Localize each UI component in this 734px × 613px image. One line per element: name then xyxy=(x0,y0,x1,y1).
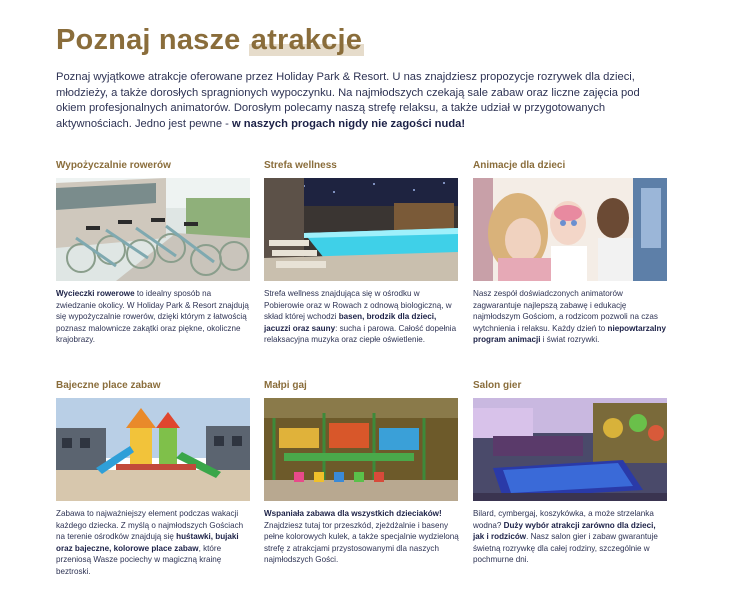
page-title xyxy=(56,22,364,58)
attraction-card-playground xyxy=(56,379,252,578)
title-main: Poznaj nasze xyxy=(56,24,249,56)
card-text xyxy=(264,508,460,566)
card-text-part: , które przeniosą Wasze pociechy w magiczną krainę beztroski. xyxy=(56,543,222,576)
intro-text: Poznaj wyjątkowe atrakcje oferowane przez Holiday Park & Resort. U nas znajdziesz propozycje rozrywek dla dzieci, młodzieży, a także dorosłych spragnionych wypoczynku. Na najmłodszych czekają sale zabaw oraz liczne zajęcia pod okiem profesjonalnych animatorów. Dorosłym polecamy naszą strefę relaksu, a także udział w przygotowanych aktywnościach. Jedno jest pewne - xyxy=(56,71,640,130)
attraction-card-indoor-play xyxy=(264,379,460,566)
wellness-pool-photo xyxy=(264,178,458,281)
card-title: Małpi gaj xyxy=(264,380,307,391)
indoor-play-photo xyxy=(264,398,458,501)
title-highlight: atrakcje xyxy=(250,24,363,56)
card-text xyxy=(264,288,460,346)
card-text xyxy=(473,288,669,346)
attraction-card-bikes xyxy=(56,159,252,346)
intro-paragraph xyxy=(56,70,662,132)
card-text-part: Nasz zespół doświadczonych animatorów zagwarantuje najlepszą zabawę i edukację najmłodszym Gościom, a rodzicom pozwoli na czas wytchnienia i relaksu. Każdy dzień to xyxy=(473,289,658,333)
intro-bold: w naszych progach nigdy nie zagości nuda! xyxy=(232,117,466,130)
card-text-bold: Wspaniała zabawa dla wszystkich dzieciaków! xyxy=(264,509,442,518)
card-text-part: to idealny sposób na zwiedzanie okolicy. W Holiday Park & Resort znajdują się wypożyczalnie rowerów, dzięki którym z łatwością poznasz malownicze zakątki oraz piękne, okoliczne krajobrazy. xyxy=(56,289,249,345)
card-text-bold: huśtawki, bujaki oraz bajeczne, kolorowe place zabaw xyxy=(56,532,239,553)
card-text-bold: niepowtarzalny program animacji xyxy=(473,323,666,345)
card-title: Salon gier xyxy=(473,380,522,391)
card-text-bold: Duży wybór atrakcji zarówno dla dzieci, jak i rodziców xyxy=(473,520,656,542)
card-text xyxy=(56,288,252,346)
card-text-part: . Nasz salon gier i zabaw gwarantuje świetną rozrywkę dla całej rodziny, szczególnie w pochmurne dni. xyxy=(473,532,658,565)
attraction-card-game-room xyxy=(473,379,669,566)
card-text-part: i świat rozrywki. xyxy=(540,335,600,345)
card-title: Strefa wellness xyxy=(264,160,337,171)
playground-photo xyxy=(56,398,250,501)
card-title: Animacje dla dzieci xyxy=(473,160,566,171)
card-text-part: Znajdziesz tutaj tor przeszkód, zjeżdżalnie i baseny pełne kolorowych kulek, a także specjalnie wydzieloną strefę z atrakcjami przystosowanymi dla naszych najmłodszych Gości. xyxy=(264,520,459,565)
card-text-part: Zabawa to najważniejszy element podczas wakacji każdego dziecka. Z myślą o najmłodszych Gościach na terenie ośrodków znajdują się xyxy=(56,509,244,542)
card-text-part: Strefa wellness znajdująca się w ośrodku w Pobierowie oraz w Rowach z odnową biologiczną, w skład której wchodzi xyxy=(264,289,452,322)
card-text-part: : sucha i parowa. Całość dopełnia relaksacyjna muzyka oraz ciepłe oświetlenie. xyxy=(264,323,457,345)
card-text xyxy=(56,508,252,578)
attraction-card-animations xyxy=(473,159,669,346)
card-text-bold: Wycieczki rowerowe xyxy=(56,289,135,298)
game-room-photo xyxy=(473,398,667,501)
card-text-bold: basen, brodzik dla dzieci, jacuzzi oraz sauny xyxy=(264,312,437,333)
card-title: Wypożyczalnie rowerów xyxy=(56,160,171,171)
attraction-card-wellness xyxy=(264,159,460,346)
bike-rental-photo xyxy=(56,178,250,281)
card-title: Bajeczne place zabaw xyxy=(56,380,161,391)
face-painting-photo xyxy=(473,178,667,281)
card-text xyxy=(473,508,669,566)
card-text-part: Bilard, cymbergaj, koszykówka, a może strzelanka wodna? xyxy=(473,509,654,530)
